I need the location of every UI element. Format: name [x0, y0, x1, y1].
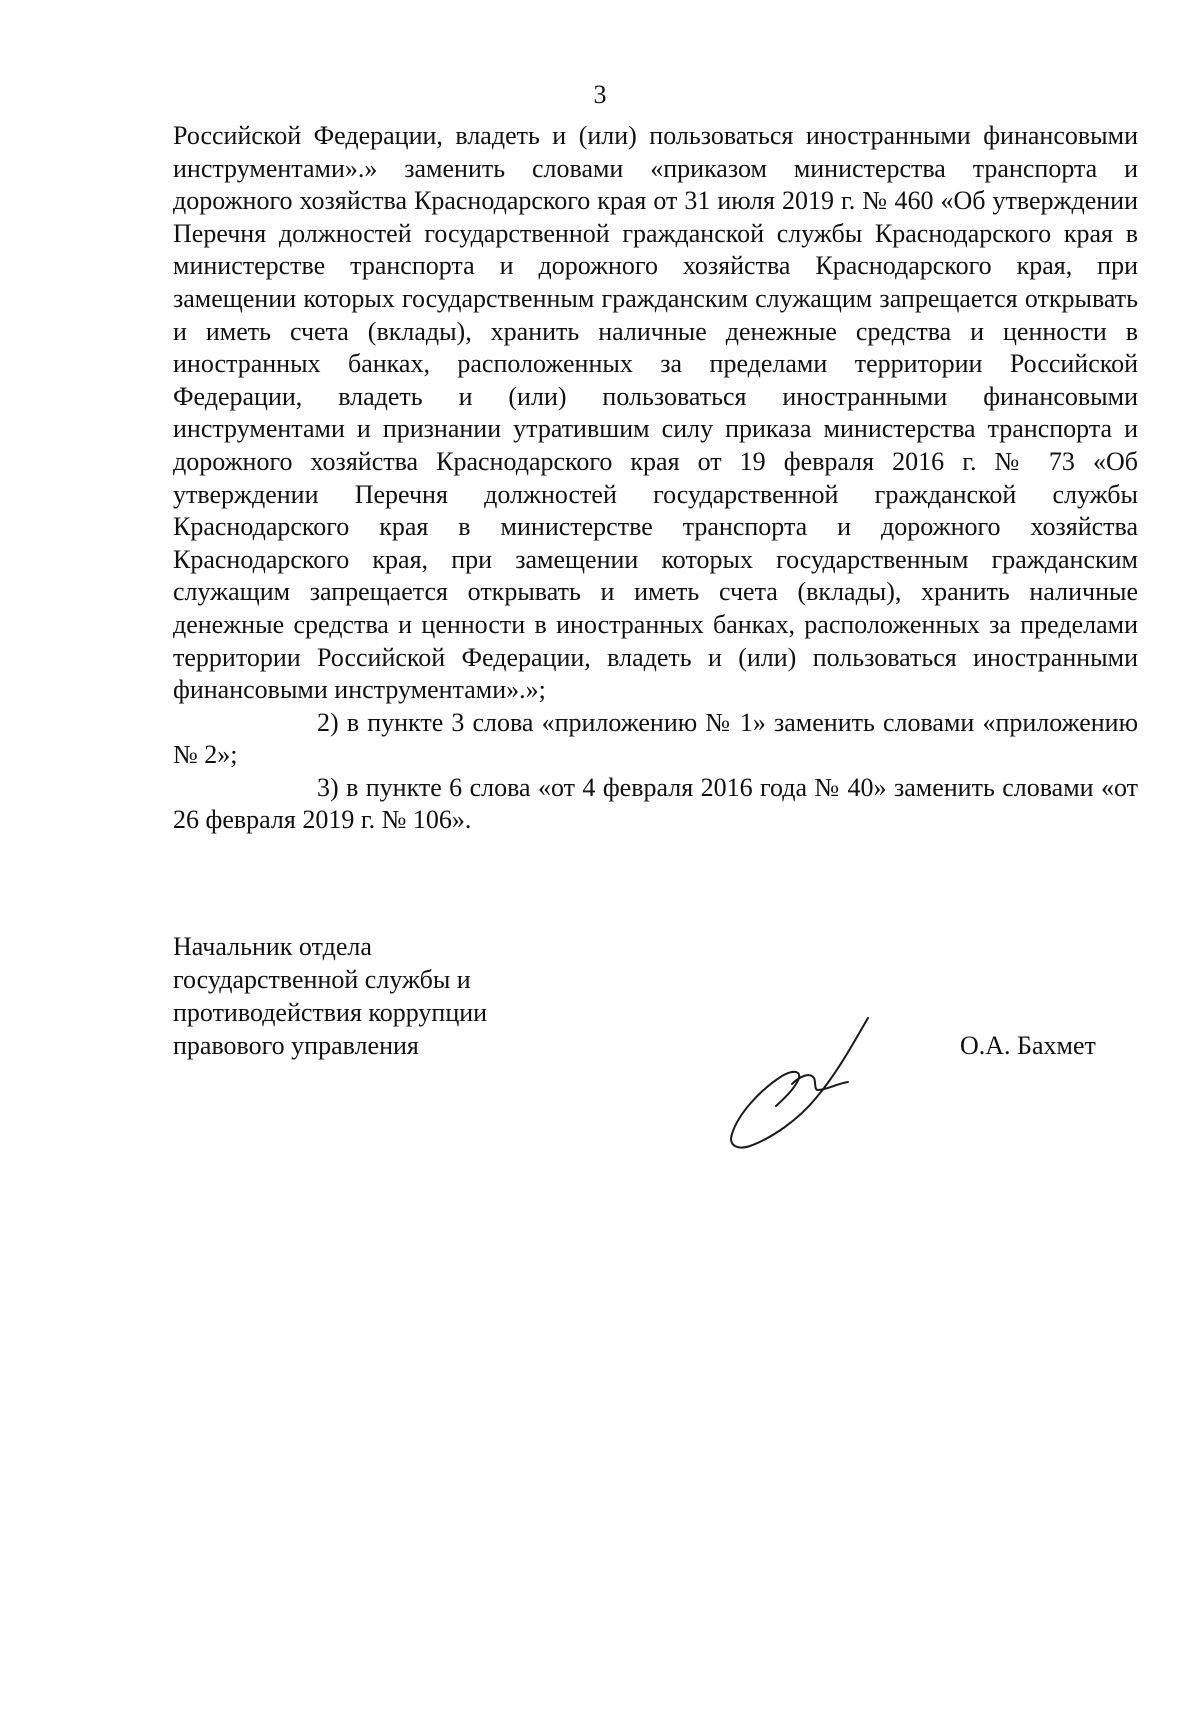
list-item-number: 3): [317, 772, 339, 802]
handwritten-signature: [720, 1010, 890, 1160]
list-item-3: [173, 772, 1138, 837]
position-line: государственной службы и: [173, 965, 471, 994]
list-item-text: в пункте 6 слова «от 4 февраля 2016 года № 40» заменить словами «от 26 февраля 2019 г. № 106».: [173, 772, 1138, 835]
position-line: противодействия коррупции: [173, 998, 488, 1027]
list-item-number: 2): [317, 707, 339, 737]
document-body: [173, 120, 1138, 837]
signatory-name: О.А. Бахмет: [960, 1031, 1096, 1060]
position-line: правового управления: [173, 1031, 419, 1060]
page-number: 3: [593, 80, 607, 109]
position-line: Начальник отдела: [173, 932, 372, 961]
list-item-2: [173, 707, 1138, 772]
list-item-text: в пункте 3 слова «приложению № 1» заменить словами «приложению № 2»;: [173, 707, 1139, 770]
signatory-position: [173, 930, 733, 1062]
continued-paragraph: Российской Федерации, владеть и (или) пользоваться иностранными финансовыми инструментами».» заменить словами «приказом министерства транспорта и дорожного хозяйства Краснодарского края от 31 июля 2019 г. № 460 «Об утверждении Перечня должностей государственной гражданской службы Краснодарского края в министерстве транспорта и дорожного хозяйства Краснодарского края, при замещении которых государственным гражданским служащим запрещается открывать и иметь счета (вклады), хранить наличные денежные средства и ценности в иностранных банках, расположенных за пределами территории Российской Федерации, владеть и (или) пользоваться иностранными финансовыми инструментами и признании утратившим силу приказа министерства транспорта и дорожного хозяйства Краснодарского края от 19 февраля 2016 г. № 73 «Об утверждении Перечня должностей государственной гражданской службы Краснодарского края в министерстве транспорта и дорожного хозяйства Краснодарского края, при замещении которых государственным гражданским служащим запрещается открывать и иметь счета (вклады), хранить наличные денежные средства и ценности в иностранных банках, расположенных за пределами территории Российской Федерации, владеть и (или) пользоваться иностранными финансовыми инструментами».»;: [173, 121, 1138, 705]
